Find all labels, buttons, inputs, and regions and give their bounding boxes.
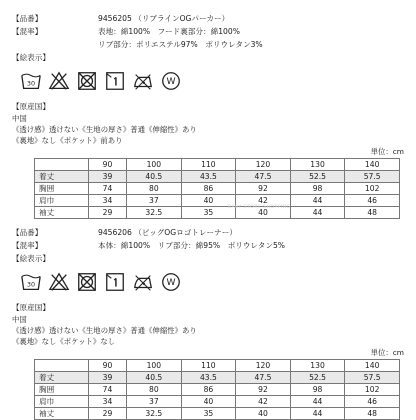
table-cell: 32.5 bbox=[127, 408, 182, 420]
konritsu-row-2 bbox=[6, 38, 408, 51]
care-label: 【絵表示】 bbox=[12, 254, 50, 263]
table-cell: 37 bbox=[127, 396, 182, 408]
table-cell: 39 bbox=[89, 372, 127, 384]
size-header-cell: 90 bbox=[89, 360, 127, 372]
no-bleach-icon bbox=[48, 271, 70, 293]
table-cell: 74 bbox=[89, 183, 127, 195]
size-header-cell: 120 bbox=[236, 360, 291, 372]
table-cell: 47.5 bbox=[236, 171, 291, 183]
table-cell: 47.5 bbox=[236, 372, 291, 384]
row-label-cell: 袖丈 bbox=[35, 207, 89, 219]
row-label-cell: 胸囲 bbox=[35, 183, 89, 195]
table-cell: 40 bbox=[236, 408, 291, 420]
table-cell: 32.5 bbox=[127, 207, 182, 219]
table-cell: 40 bbox=[181, 195, 236, 207]
table-cell: 34 bbox=[89, 396, 127, 408]
size-header-cell: 130 bbox=[290, 159, 345, 171]
table-cell: 29 bbox=[89, 207, 127, 219]
konritsu-line: 表地：綿100% フード裏部分：綿100% bbox=[98, 27, 240, 36]
table-row bbox=[35, 372, 400, 384]
size-header-cell: 130 bbox=[290, 360, 345, 372]
table-cell: 42 bbox=[236, 396, 291, 408]
no-tumble-dry-icon bbox=[76, 70, 98, 92]
svg-text:30: 30 bbox=[26, 280, 36, 289]
hinban-value: 9456206 （ビッグOGロゴトレーナー） bbox=[98, 228, 237, 237]
row-label-cell: 肩巾 bbox=[35, 396, 89, 408]
table-cell: 44 bbox=[290, 408, 345, 420]
size-header-cell: 140 bbox=[345, 360, 400, 372]
table-cell: 86 bbox=[181, 183, 236, 195]
table-corner-cell bbox=[35, 360, 89, 372]
watermark: BABY STORE SHOPPING bbox=[228, 205, 291, 210]
size-header-cell: 100 bbox=[127, 360, 182, 372]
wash-30-icon bbox=[20, 271, 42, 293]
table-cell: 39 bbox=[89, 171, 127, 183]
hinban-row bbox=[6, 226, 408, 239]
table-cell: 34 bbox=[89, 195, 127, 207]
table-cell: 102 bbox=[345, 183, 400, 195]
konritsu-row bbox=[6, 239, 408, 252]
lining-note: 《裏地》なし《ポケット》前あり bbox=[12, 136, 123, 145]
hinban-label: 【品番】 bbox=[12, 14, 43, 23]
size-header-cell: 110 bbox=[181, 159, 236, 171]
table-header-row bbox=[35, 360, 400, 372]
care-label-row bbox=[6, 252, 408, 265]
table-cell: 80 bbox=[127, 183, 182, 195]
hinban-value: 9456205 （リブラインOGパーカー） bbox=[98, 14, 230, 23]
wet-clean-icon bbox=[160, 70, 182, 92]
unit-label: 単位：cm bbox=[370, 348, 404, 357]
table-cell: 92 bbox=[236, 384, 291, 396]
table-cell: 43.5 bbox=[181, 171, 236, 183]
table-cell: 98 bbox=[290, 384, 345, 396]
fabric-note: 《透け感》透けない《生地の厚さ》普通《伸縮性》あり bbox=[12, 125, 197, 134]
hinban-label: 【品番】 bbox=[12, 228, 43, 237]
size-header-cell: 140 bbox=[345, 159, 400, 171]
origin-row bbox=[6, 301, 408, 314]
row-label-cell: 胸囲 bbox=[35, 384, 89, 396]
size-header-cell: 90 bbox=[89, 159, 127, 171]
table-cell: 98 bbox=[290, 183, 345, 195]
origin-label: 【原産国】 bbox=[12, 303, 50, 312]
lining-note: 《裏地》なし《ポケット》なし bbox=[12, 337, 116, 346]
origin-value: 中国 bbox=[12, 114, 27, 123]
table-cell: 57.5 bbox=[345, 171, 400, 183]
care-label: 【絵表示】 bbox=[12, 53, 50, 62]
table-row bbox=[35, 195, 400, 207]
konritsu-label: 【混率】 bbox=[12, 241, 43, 250]
row-label-cell: 袖丈 bbox=[35, 408, 89, 420]
wash-30-icon bbox=[20, 70, 42, 92]
wet-clean-icon bbox=[160, 271, 182, 293]
care-label-row bbox=[6, 51, 408, 64]
fabric-note: 《透け感》透けない《生地の厚さ》普通《伸縮性》あり bbox=[12, 326, 197, 335]
table-cell: 92 bbox=[236, 183, 291, 195]
table-cell: 37 bbox=[127, 195, 182, 207]
table-cell: 48 bbox=[345, 207, 400, 219]
table-cell: 40 bbox=[181, 396, 236, 408]
table-cell: 42 bbox=[236, 195, 291, 207]
table-corner-cell bbox=[35, 159, 89, 171]
row-label-cell: 着丈 bbox=[35, 171, 89, 183]
care-icons bbox=[20, 66, 408, 96]
row-label-cell: 着丈 bbox=[35, 372, 89, 384]
table-cell: 80 bbox=[127, 384, 182, 396]
table-row bbox=[35, 207, 400, 219]
table-row bbox=[35, 183, 400, 195]
table-cell: 86 bbox=[181, 384, 236, 396]
origin-value: 中国 bbox=[12, 315, 27, 324]
konritsu-label: 【混率】 bbox=[12, 27, 43, 36]
table-cell: 40.5 bbox=[127, 372, 182, 384]
table-header-row bbox=[35, 159, 400, 171]
product2-section bbox=[6, 226, 408, 418]
svg-text:W: W bbox=[166, 76, 176, 88]
row-label-cell: 肩巾 bbox=[35, 195, 89, 207]
table-cell: 102 bbox=[345, 384, 400, 396]
iron-low-icon bbox=[132, 70, 154, 92]
svg-text:30: 30 bbox=[26, 79, 36, 88]
table-row bbox=[35, 384, 400, 396]
no-tumble-dry-icon bbox=[76, 271, 98, 293]
table-row bbox=[35, 396, 400, 408]
table-row bbox=[35, 408, 400, 420]
table-cell: 35 bbox=[181, 207, 236, 219]
table-cell: 35 bbox=[181, 408, 236, 420]
table-cell: 40.5 bbox=[127, 171, 182, 183]
table-cell: 46 bbox=[345, 396, 400, 408]
size-header-cell: 120 bbox=[236, 159, 291, 171]
table-cell: 44 bbox=[290, 207, 345, 219]
line-dry-1-icon bbox=[104, 271, 126, 293]
no-bleach-icon bbox=[48, 70, 70, 92]
table-cell: 57.5 bbox=[345, 372, 400, 384]
table-cell: 46 bbox=[345, 195, 400, 207]
table-cell: 48 bbox=[345, 408, 400, 420]
unit-label: 単位：cm bbox=[370, 147, 404, 156]
konritsu-row bbox=[6, 25, 408, 38]
table-row bbox=[35, 171, 400, 183]
line-dry-1-icon bbox=[104, 70, 126, 92]
table-cell: 52.5 bbox=[290, 171, 345, 183]
table-cell: 44 bbox=[290, 195, 345, 207]
svg-text:W: W bbox=[166, 277, 176, 289]
table-cell: 40 bbox=[236, 207, 291, 219]
care-icons bbox=[20, 267, 408, 297]
size-table bbox=[34, 359, 400, 420]
konritsu-line: リブ部分：ポリエステル97% ポリウレタン3% bbox=[98, 40, 263, 49]
hinban-row bbox=[6, 12, 408, 25]
table-cell: 74 bbox=[89, 384, 127, 396]
table-cell: 44 bbox=[290, 396, 345, 408]
iron-low-icon bbox=[132, 271, 154, 293]
origin-row bbox=[6, 100, 408, 113]
konritsu-line: 本体：綿100% リブ部分：綿95% ポリウレタン5% bbox=[98, 241, 286, 250]
origin-label: 【原産国】 bbox=[12, 102, 50, 111]
table-cell: 43.5 bbox=[181, 372, 236, 384]
size-header-cell: 110 bbox=[181, 360, 236, 372]
table-cell: 52.5 bbox=[290, 372, 345, 384]
size-header-cell: 100 bbox=[127, 159, 182, 171]
table-cell: 29 bbox=[89, 408, 127, 420]
size-table bbox=[34, 158, 400, 219]
